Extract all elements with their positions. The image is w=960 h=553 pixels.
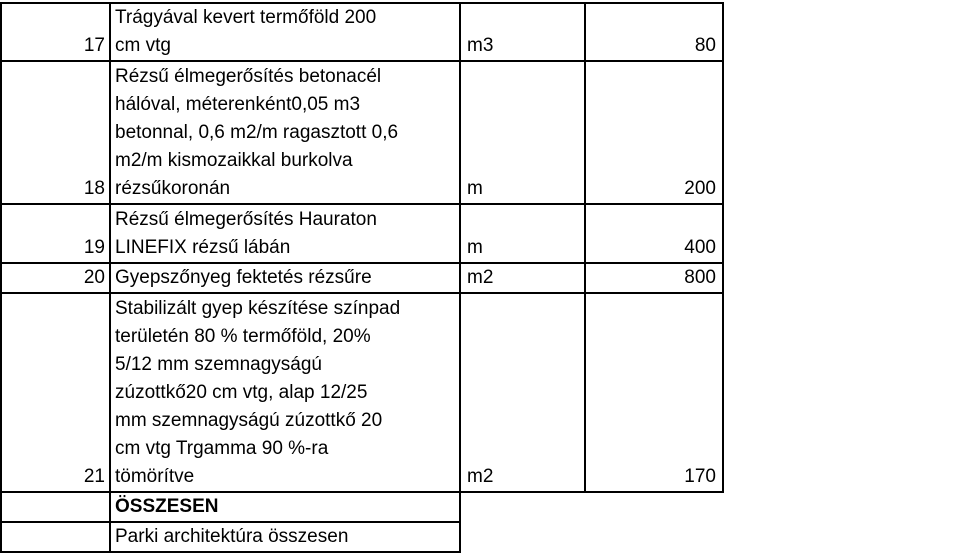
- footer-label[interactable]: Parki architektúra összesen: [110, 522, 460, 552]
- table-row: [1, 3, 723, 61]
- table-row: [1, 204, 723, 263]
- table-row: [1, 263, 723, 293]
- item-description[interactable]: Trágyával kevert termőföld 200 cm vtg: [110, 3, 460, 61]
- item-unit[interactable]: m: [460, 61, 585, 204]
- table-row: [1, 293, 723, 492]
- summary-unit-cell[interactable]: [460, 492, 585, 522]
- item-quantity[interactable]: 170: [585, 293, 723, 492]
- summary-row: [1, 492, 723, 522]
- summary-qty-cell[interactable]: [585, 492, 723, 522]
- summary-number-cell[interactable]: [1, 492, 110, 522]
- summary-label[interactable]: ÖSSZESEN: [110, 492, 460, 522]
- row-number[interactable]: 19: [1, 204, 110, 263]
- row-number[interactable]: 21: [1, 293, 110, 492]
- row-number[interactable]: 18: [1, 61, 110, 204]
- item-unit[interactable]: m2: [460, 293, 585, 492]
- item-quantity[interactable]: 200: [585, 61, 723, 204]
- item-quantity[interactable]: 400: [585, 204, 723, 263]
- item-quantity[interactable]: 80: [585, 3, 723, 61]
- footer-number-cell[interactable]: [1, 522, 110, 552]
- footer-unit-cell[interactable]: [460, 522, 585, 552]
- bill-of-quantities-table: [0, 2, 724, 553]
- item-description[interactable]: Rézsű élmegerősítés Hauraton LINEFIX rézsű lábán: [110, 204, 460, 263]
- item-description[interactable]: Stabilizált gyep készítése színpad területén 80 % termőföld, 20% 5/12 mm szemnagyságú zúzottkő20 cm vtg, alap 12/25 mm szemnagyságú zúzottkő 20 cm vtg Trgamma 90 %-ra tömörítve: [110, 293, 460, 492]
- row-number[interactable]: 17: [1, 3, 110, 61]
- table-row: [1, 61, 723, 204]
- item-unit[interactable]: m: [460, 204, 585, 263]
- item-description[interactable]: Gyepszőnyeg fektetés rézsűre: [110, 263, 460, 293]
- row-number[interactable]: 20: [1, 263, 110, 293]
- footer-qty-cell[interactable]: [585, 522, 723, 552]
- item-unit[interactable]: m2: [460, 263, 585, 293]
- item-description[interactable]: Rézsű élmegerősítés betonacél hálóval, méterenként0,05 m3 betonnal, 0,6 m2/m ragasztott 0,6 m2/m kismozaikkal burkolva rézsűkoronán: [110, 61, 460, 204]
- item-quantity[interactable]: 800: [585, 263, 723, 293]
- item-unit[interactable]: m3: [460, 3, 585, 61]
- footer-row: [1, 522, 723, 552]
